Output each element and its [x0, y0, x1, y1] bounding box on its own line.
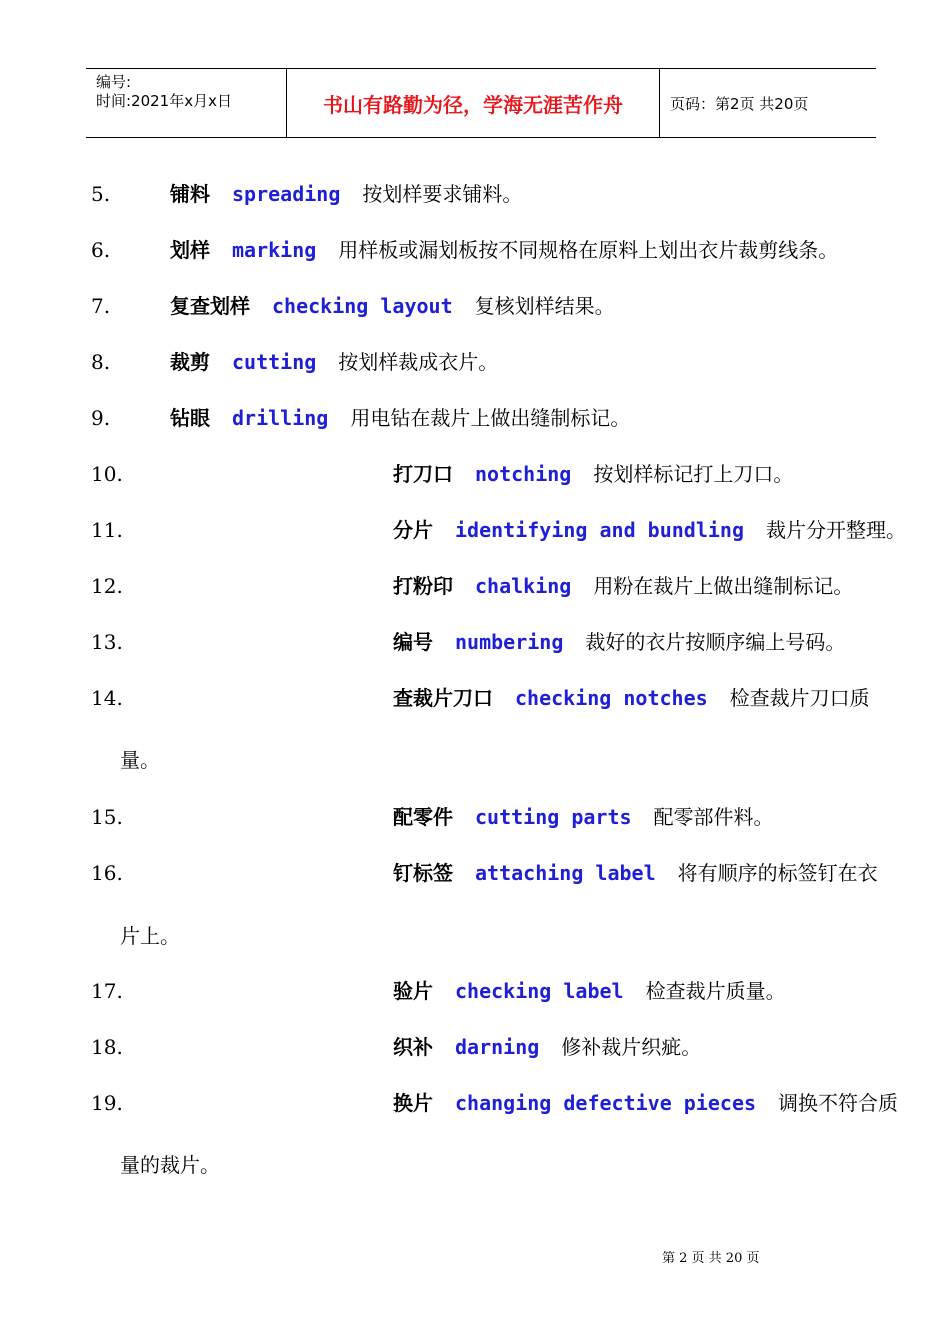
- term-description: 将有顺序的标签钉在衣: [677, 861, 878, 885]
- list-item: [0, 1032, 950, 1062]
- item-continuation: 片上。: [120, 924, 180, 948]
- item-term: [393, 976, 786, 1006]
- item-term: [170, 235, 838, 265]
- item-number: 7.: [91, 294, 111, 318]
- page-footer: 第 2 页 共 20 页: [662, 1251, 760, 1266]
- term-english: checking notches: [515, 686, 708, 710]
- list-item: [0, 858, 950, 888]
- term-cn: 分片: [393, 518, 433, 542]
- term-description: 修补裁片织疵。: [561, 1035, 702, 1059]
- term-cn: 换片: [393, 1091, 433, 1115]
- code-label: 编号:: [96, 73, 132, 91]
- term-english: notching: [475, 462, 572, 486]
- motto-text: 书山有路勤为径，学海无涯苦作舟: [323, 92, 623, 117]
- term-cn: 划样: [170, 238, 210, 262]
- term-cn: 打粉印: [393, 574, 453, 598]
- item-term: [393, 1032, 701, 1062]
- term-cn: 配零件: [393, 805, 453, 829]
- item-number: 12.: [91, 574, 123, 598]
- item-number: 17.: [91, 979, 123, 1003]
- term-cn: 铺料: [170, 182, 210, 206]
- list-item: [0, 459, 950, 489]
- term-english: drilling: [232, 406, 329, 430]
- list-item: [0, 1088, 950, 1118]
- item-term: [393, 1088, 898, 1118]
- item-number: 9.: [91, 406, 111, 430]
- item-number: 16.: [91, 861, 123, 885]
- item-term: [393, 515, 906, 545]
- item-number: 13.: [91, 630, 123, 654]
- term-description: 按划样要求铺料。: [362, 182, 523, 206]
- item-continuation: 量的裁片。: [120, 1153, 220, 1177]
- term-english: cutting: [232, 350, 317, 374]
- term-cn: 查裁片刀口: [393, 686, 493, 710]
- item-number: 5.: [91, 182, 111, 206]
- item-continuation: 量。: [120, 748, 160, 772]
- term-description: 用电钻在裁片上做出缝制标记。: [350, 406, 631, 430]
- header-meta-cell: [86, 69, 287, 137]
- term-english: checking layout: [272, 294, 453, 318]
- item-number: 15.: [91, 805, 123, 829]
- term-description: 调换不符合质: [778, 1091, 899, 1115]
- list-item: [0, 976, 950, 1006]
- term-english: checking label: [455, 979, 624, 1003]
- item-term: [170, 179, 522, 209]
- item-term: [170, 291, 615, 321]
- item-number: 14.: [91, 686, 123, 710]
- term-english: changing defective pieces: [455, 1091, 757, 1115]
- item-number: 6.: [91, 238, 111, 262]
- item-number: 10.: [91, 462, 123, 486]
- header-motto-cell: [287, 69, 660, 137]
- term-cn: 验片: [393, 979, 433, 1003]
- term-description: 按划样标记打上刀口。: [593, 462, 794, 486]
- term-english: spreading: [232, 182, 341, 206]
- term-description: 裁好的衣片按顺序编上号码。: [585, 630, 846, 654]
- list-item: [0, 347, 950, 377]
- term-english: marking: [232, 238, 317, 262]
- list-item: [0, 515, 950, 545]
- term-description: 按划样裁成衣片。: [338, 350, 499, 374]
- list-item: [0, 802, 950, 832]
- item-term: [393, 858, 878, 888]
- term-description: 检查裁片刀口质: [729, 686, 870, 710]
- term-description: 用粉在裁片上做出缝制标记。: [593, 574, 854, 598]
- term-english: attaching label: [475, 861, 656, 885]
- term-english: identifying and bundling: [455, 518, 744, 542]
- item-number: 11.: [91, 518, 123, 542]
- item-number: 18.: [91, 1035, 123, 1059]
- term-cn: 织补: [393, 1035, 433, 1059]
- item-term: [393, 683, 870, 713]
- list-item: [0, 683, 950, 713]
- list-item: [0, 627, 950, 657]
- item-number: 8.: [91, 350, 111, 374]
- list-item: [0, 179, 950, 209]
- list-item: [0, 291, 950, 321]
- item-term: [393, 802, 774, 832]
- term-cn: 钉标签: [393, 861, 453, 885]
- term-description: 用样板或漏划板按不同规格在原料上划出衣片裁剪线条。: [338, 238, 839, 262]
- term-cn: 复查划样: [170, 294, 250, 318]
- item-term: [170, 347, 498, 377]
- term-description: 裁片分开整理。: [765, 518, 906, 542]
- item-term: [393, 571, 853, 601]
- header-page-cell: [660, 69, 876, 137]
- term-cn: 打刀口: [393, 462, 453, 486]
- term-cn: 编号: [393, 630, 433, 654]
- term-cn: 裁剪: [170, 350, 210, 374]
- item-term: [393, 459, 793, 489]
- term-english: numbering: [455, 630, 564, 654]
- item-term: [393, 627, 845, 657]
- term-cn: 钻眼: [170, 406, 210, 430]
- list-item: [0, 403, 950, 433]
- list-item: [0, 571, 950, 601]
- term-description: 检查裁片质量。: [645, 979, 786, 1003]
- term-english: darning: [455, 1035, 540, 1059]
- page-header: [86, 68, 876, 138]
- item-number: 19.: [91, 1091, 123, 1115]
- list-item: [0, 235, 950, 265]
- time-label: 时间:2021年x月x日: [96, 92, 232, 110]
- term-description: 配零部件料。: [653, 805, 774, 829]
- term-description: 复核划样结果。: [474, 294, 615, 318]
- item-term: [170, 403, 630, 433]
- page-info: 页码：第2页 共20页: [670, 94, 809, 113]
- term-english: chalking: [475, 574, 572, 598]
- term-english: cutting parts: [475, 805, 632, 829]
